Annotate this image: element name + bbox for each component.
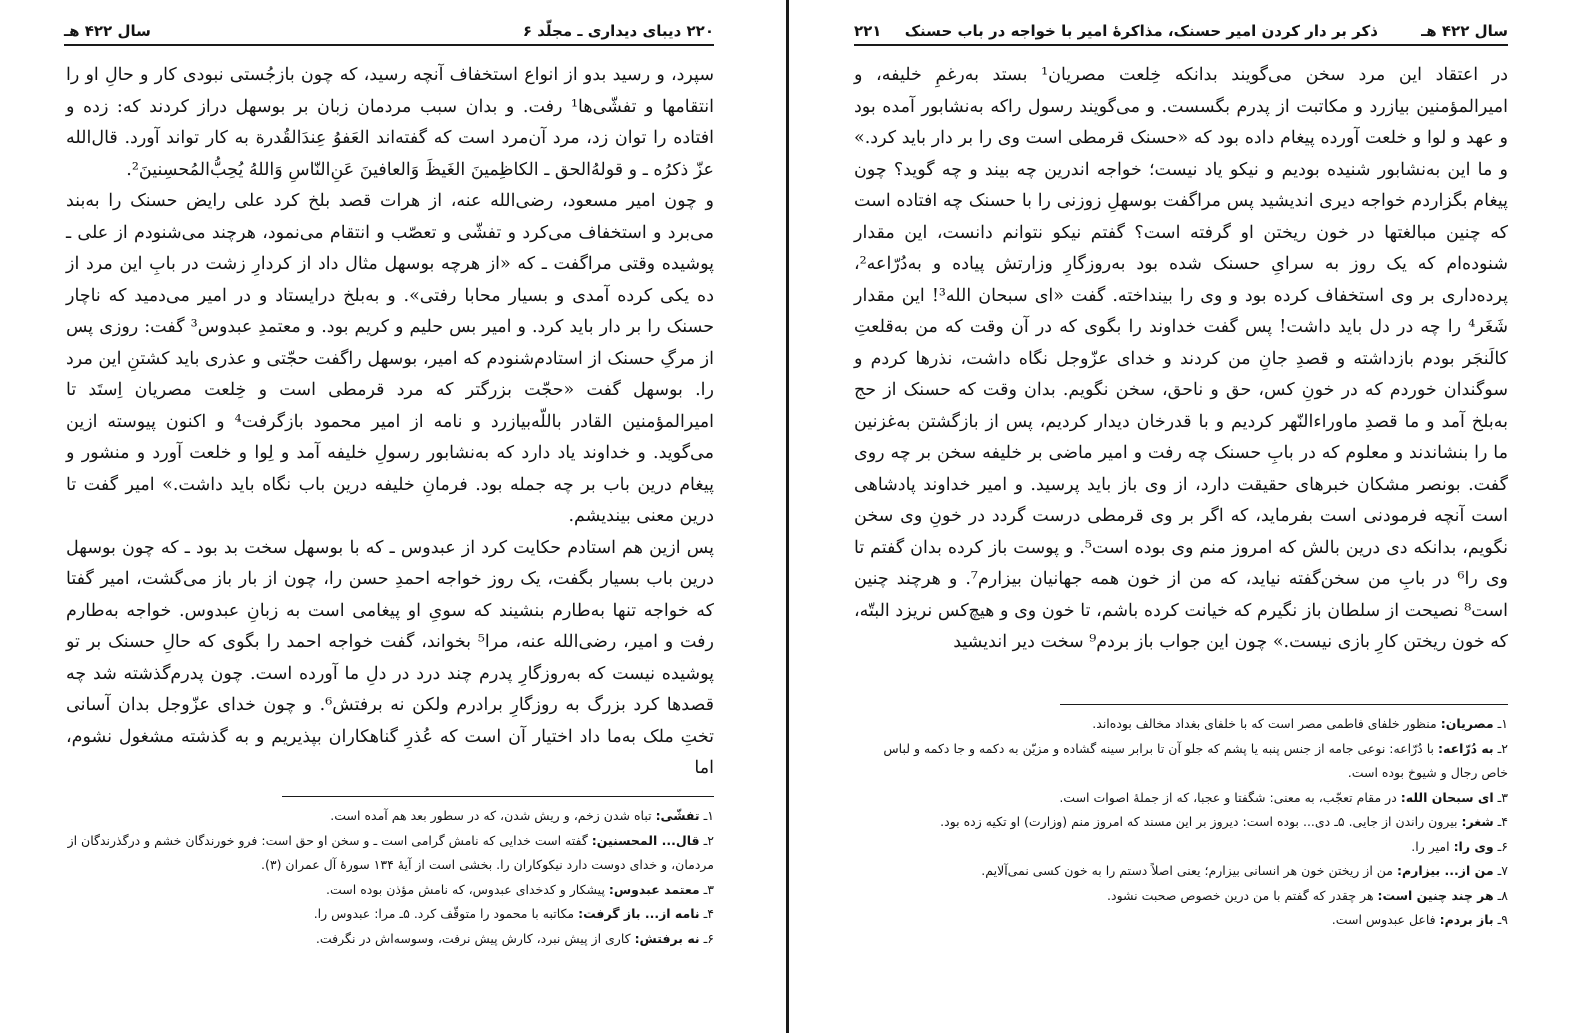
footnote: ۱ـ تفشّی: تباه شدن زخم، و ریش شدن، که در سطور بعد هم آمده است. — [330, 808, 714, 823]
footnotes — [854, 712, 1508, 933]
book-title: دیبای دیداری ـ مجلّد ۶ — [522, 22, 682, 40]
left-page — [0, 0, 782, 1033]
footnote: ۹ـ باز بردم: فاعل عبدوس است. — [1331, 912, 1508, 927]
footnote: ۴ـ نامه از... باز گرفت: مکاتبه با محمود را متوقّف کرد. ۵ـ مرا: عبدوس را. — [313, 906, 714, 921]
footnote: ۲ـ به دُرّاعه: با دُرّاعه: نوعی جامه از جنس پنبه یا پشم که جلو آن تا برابر سینه گشاده و مزیّن به دکمه و جا دکمه و لباس خاص رجال و شیوخ بوده است. — [883, 740, 1508, 780]
header-title — [854, 22, 1378, 40]
footnote: ۳ـ معتمد عبدوس: پیشکار و کدخدای عبدوس، که نامش مؤذن بوده است. — [326, 881, 714, 897]
header-year: سال ۴۲۲ هـ — [64, 22, 151, 40]
right-page — [798, 0, 1594, 1033]
footnote: ۷ـ من از... بیزارم: من از ریختن خون هر انسانی بیزارم؛ یعنی اصلاً دستم را به خون کسی نمی‌آلایم. — [981, 863, 1508, 878]
footnote: ۱ـ مصریان: منظور خلفای فاطمی مصر است که با خلفای بغداد مخالف بوده‌اند. — [1092, 716, 1508, 731]
book-spine — [782, 0, 798, 1033]
header-title — [505, 22, 714, 40]
body-text — [66, 60, 714, 785]
chapter-title: ذکر بر دار کردن امیر حسنک، مذاکرهٔ امیر با خواجه در باب حسنک — [904, 22, 1378, 40]
page-number: ۲۲۰ — [686, 22, 714, 40]
paragraph: سپرد، و رسید بدو از انواع استخفاف آنچه رسید، که چون بازجُستی نبودی کار و حالِ او را انتقامها و تفشّی‌ها¹ رفت. و بدان سبب مردمان زبان بر بوسهل دراز کردند که: زده و افتاده را توان زد، مرد آن‌مرد است که گفته‌اند العَفوُ عِندَالقُدرة به کار تواند آورد. قال‌الله عزّ ذکرُه ـ و قولهُ‌الحق ـ الکاظِمینَ الغَیظَ وَالعافینَ عَنِ‌النّاسِ وَاللهُ یُحِبُّ‌المُحسِنینَ². — [66, 65, 714, 180]
footnotes — [66, 804, 714, 951]
running-header — [854, 20, 1508, 46]
footnote-divider — [282, 796, 714, 797]
paragraph: و چون امیر مسعود، رضی‌الله عنه، از هرات قصد بلخ کرد علی رایض حسنک را به‌بند می‌برد و استخفاف می‌کرد و تفشّی و تعصّب و انتقام می‌نمود، هرچند می‌شنودم از علی ـ پوشیده وقتی مراگفت ـ که «از هرچه بوسهل مثال داد از کردارِ زشت در بابِ این مرد از ده یکی کرده آمدی و بسیار محابا رفتی». و به‌بلخ درایستاد و در امیر می‌دمید که ناچار حسنک را بر دار باید کرد. و امیر بس حلیم و کریم بود. و معتمدِ عبدوس³ گفت: روزی پس از مرگِ حسنک از استادم‌شنودم که امیر، بوسهل راگفت حجّتی و عذری باید کشتنِ این مرد را. بوسهل گفت «حجّت بزرگتر که مرد قرمطی است و خِلعت مصریان اِستَد تا امیرالمؤمنین القادر باللّه‌بیازرد و نامه از امیر محمود بازگرفت⁴ و اکنون پیوسته ازین می‌گوید. و خداوند یاد دارد که به‌نشابور رسولِ خلیفه آمد و لِوا و خلعت آورد و منشور و پیغام درین باب بر چه جمله بود. فرمانِ خلیفه درین باب نگاه باید داشت.» امیر گفت تا درین معنی بیندیشم. — [66, 191, 715, 526]
footnote: ۸ـ هر چند چنین است: هر چقدر که گفتم با من درین خصوص صحبت نشود. — [1107, 887, 1508, 903]
footnote: ۲ـ قال... المحسنین: گفته است خدایی که نامش گرامی است ـ و سخن او حق است: فرو خورندگان خشم و درگذرندگان از مردمان، و خدای دوست دارد نیکوکاران را. بخشی است از آیهٔ ۱۳۴ سورهٔ آل عمران (۳). — [67, 832, 714, 872]
paragraph: پس ازین هم استادم حکایت کرد از عبدوس ـ که با بوسهل سخت بد بود ـ که چون بوسهل درین باب بسیار بگفت، یک روز خواجه احمدِ حسن را، چون از بار باز می‌گشت، امیر گفتا که خواجه تنها به‌طارم بنشیند که سویِ او پیغامی است به زبانِ عبدوس. خواجه به‌طارم رفت و امیر، رضی‌الله عنه، مرا⁵ بخواند، گفت خواجه احمد را بگوی که حالِ حسنک بر تو پوشیده نیست که به‌روزگارِ پدرم چند درد در دلِ ما آورده است. چون پدرم‌گذشته شد چه قصدها کرد بزرگ به روزگارِ برادرم ولکن نه برفتش⁶. و چون خدای عزّوجل بدان آسانی تختِ ملک به‌ما داد اختیار آن است که عُذرِ گناهکاران بپذیریم و به گذشته مشغول نشوم، اما — [66, 537, 715, 778]
footnote-divider — [1060, 704, 1508, 705]
footnote: ۳ـ ای سبحان الله: در مقام تعجّب، به معنی: شگفتا و عجبا، که از جملهٔ اصوات است. — [1059, 789, 1508, 805]
paragraph: در اعتقاد این مرد سخن می‌گویند بدانکه خِلعت مصریان¹ بستد به‌رغمِ خلیفه، و امیرالمؤمنین بیازرد و مکاتبت از پدرم بگسست. و می‌گویند رسول راکه به‌نشابور آمده بود و عهد و لوا و خلعت آورده پیغام داده بود که «حسنک قرمطی است وی را بر دار باید کرد.» و ما این به‌نشابور شنیده بودیم و نیکو یاد نیست؛ خواجه اندرین چه بیند و چه گوید؟ چون پیغام بگزاردم خواجه دیری اندیشید پس مراگفت بوسهلِ زوزنی را با حسنک چه افتاده است که چنین مبالغتها در خون ریختن او گرفته است؟ گفتم نیکو نتوانم دانست، این مقدار شنوده‌ام که یک روز به سرایِ حسنک شده بود به‌روزگارِ وزارتش پیاده و به‌دُرّاعه²، پرده‌داری بر وی استخفاف کرده بود و وی را بینداخته. گفت «ای سبحان الله³! این مقدار شَغَر⁴ را چه در دل باید داشت! پس گفت خداوند را بگوی که در آن وقت که من به‌قلعتِ کالَنجَر بودم بازداشته و قصدِ جانِ من کردند و خدای عزّوجل نگاه داشت، نذرها کردم و سوگندان خوردم که در خونِ کس، حق و ناحق، سخن نگویم. بدان وقت که حسنک از حج به‌بلخ آمد و ما قصدِ ماوراءالنّهر کردیم و با قدرخان دیدار کردیم، پس از بازگشتن به‌غزنین ما را بنشاندند و معلوم که در بابِ حسنک چه رفت و امیر ماضی بر خلیفه سخن بر چه روی گفت. بونصر مشکان خبرهای حقیقت دارد، از وی باز باید پرسید. و امیر خداوند پادشاهی است آنچه فرمودنی است بفرماید، که اگر بر وی قرمطی درست گردد در خونِ وی سخن نگویم، بدانکه دی درین بالش که امروز منم وی بوده است⁵. و پوست باز کرده بدان گفتم تا وی را⁶ در بابِ من سخن‌گفته نیاید، که من از خون همه جهانیان بیزارم⁷. و هرچند چنین است⁸ نصیحت از سلطان باز نگیرم که خیانت کرده باشم، تا خون وی و هیچ‌کس نریزد البتّه، که خون ریختن کارِ بازی نیست.» چون این جواب باز بردم⁹ سخت دیر اندیشید — [854, 65, 1509, 652]
running-header — [64, 20, 714, 46]
page-number: ۲۲۱ — [854, 22, 882, 40]
footnote: ۶ـ وی را: امیر را. — [1411, 838, 1508, 854]
footnote: ۴ـ شغر: بیرون راندن از جایی. ۵ـ دی... بوده است: دیروز بر این مسند که امروز منم (وزارت) او تکیه زده بود. — [940, 814, 1508, 829]
footnote: ۶ـ نه برفتش: کاری از پیش نبرد، کارش پیش نرفت، وسوسه‌اش در نگرفت. — [315, 930, 714, 946]
header-year: سال ۴۲۲ هـ — [1421, 22, 1508, 40]
body-text — [854, 60, 1508, 659]
